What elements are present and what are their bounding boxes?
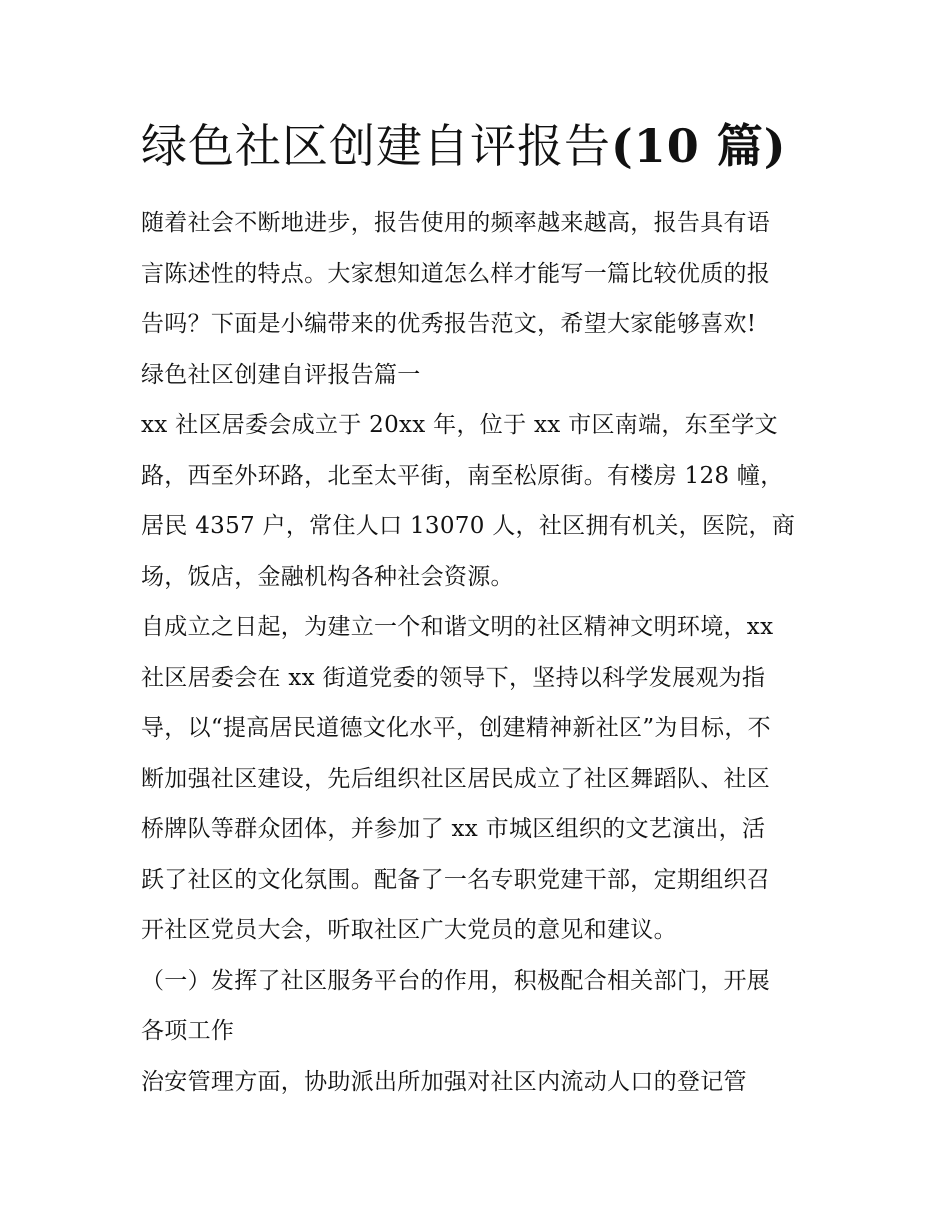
text-line: 居民 4357 户，常住人口 13070 人，社区拥有机关，医院，商 (141, 513, 796, 539)
text-line: 路，西至外环路，北至太平街，南至松原街。有楼房 128 幢， (141, 462, 784, 489)
subsection-heading: （一）发挥了社区服务平台的作用，积极配合相关部门，开展 (141, 967, 771, 994)
text-line: 断加强社区建设，先后组织社区居民成立了社区舞蹈队、社区 (141, 765, 771, 792)
section-heading: 绿色社区创建自评报告篇一 (141, 361, 421, 388)
document-body (141, 198, 821, 1107)
document-title-suffix: (10 篇) (611, 119, 787, 173)
text-line: 治安管理方面，协助派出所加强对社区内流动人口的登记管 (141, 1068, 747, 1095)
text-line: 社区居委会在 xx 街道党委的领导下，坚持以科学发展观为指 (141, 664, 766, 691)
document-title (141, 112, 821, 180)
document-content (141, 112, 821, 1107)
text-line: 场，饭店，金融机构各种社会资源。 (141, 563, 514, 590)
text-line: 开社区党员大会，听取社区广大党员的意见和建议。 (141, 917, 677, 943)
text-line: 桥牌队等群众团体，并参加了 xx 市城区组织的文艺演出，活 (141, 816, 766, 842)
text-line: 自成立之日起，为建立一个和谐文明的社区精神文明环境，xx (141, 614, 774, 640)
text-line: 言陈述性的特点。大家想知道怎么样才能写一篇比较优质的报 (141, 260, 771, 287)
text-line: 告吗？下面是小编带来的优秀报告范文，希望大家能够喜欢! (141, 311, 757, 337)
text-line: 随着社会不断地进步，报告使用的频率越来越高，报告具有语 (141, 210, 771, 236)
subsection-heading: 各项工作 (141, 1018, 235, 1044)
text-line: xx 社区居委会成立于 20xx 年，位于 xx 市区南端，东至学文 (141, 412, 778, 438)
text-line: 跃了社区的文化氛围。配备了一名专职党建干部，定期组织召 (141, 866, 771, 893)
text-line: 导，以“提高居民道德文化水平，创建精神新社区”为目标，不 (141, 715, 771, 741)
document-title-main: 绿色社区创建自评报告 (141, 119, 611, 173)
